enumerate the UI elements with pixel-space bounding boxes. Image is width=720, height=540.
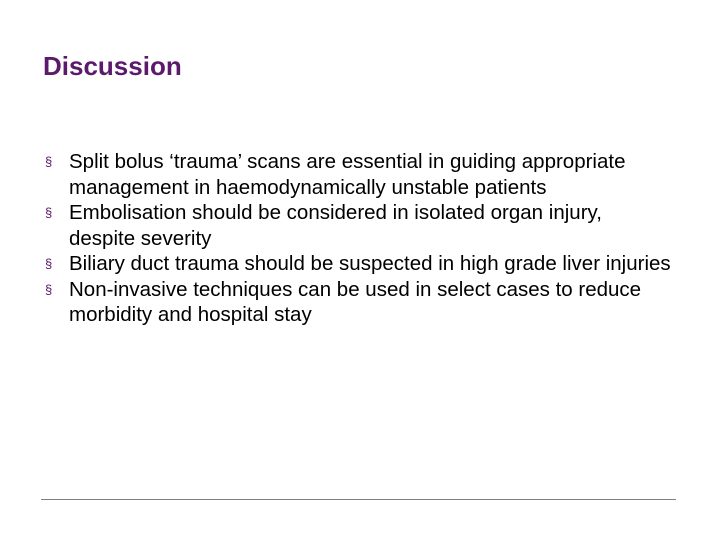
bullet-item <box>43 251 673 277</box>
bullet-item <box>43 277 673 328</box>
bullet-text: Non-invasive techniques can be used in select cases to reduce morbidity and hospital stay <box>69 277 642 326</box>
bullet-marker-icon: § <box>45 256 53 271</box>
bullet-item <box>43 149 673 200</box>
bullet-text: Split bolus ‘trauma’ scans are essential in guiding appropriate management in haemodynamically unstable patients <box>69 150 626 199</box>
footer-divider <box>41 499 676 500</box>
slide-title: Discussion <box>43 51 182 81</box>
bullet-text: Embolisation should be considered in isolated organ injury, despite severity <box>69 201 602 250</box>
bullet-marker-icon: § <box>45 205 53 220</box>
bullet-marker-icon: § <box>45 154 53 169</box>
bullet-marker-icon: § <box>45 281 53 297</box>
bullet-item <box>43 200 673 251</box>
bullet-list <box>43 149 673 328</box>
bullet-text: Biliary duct trauma should be suspected in high grade liver injuries <box>69 252 671 275</box>
